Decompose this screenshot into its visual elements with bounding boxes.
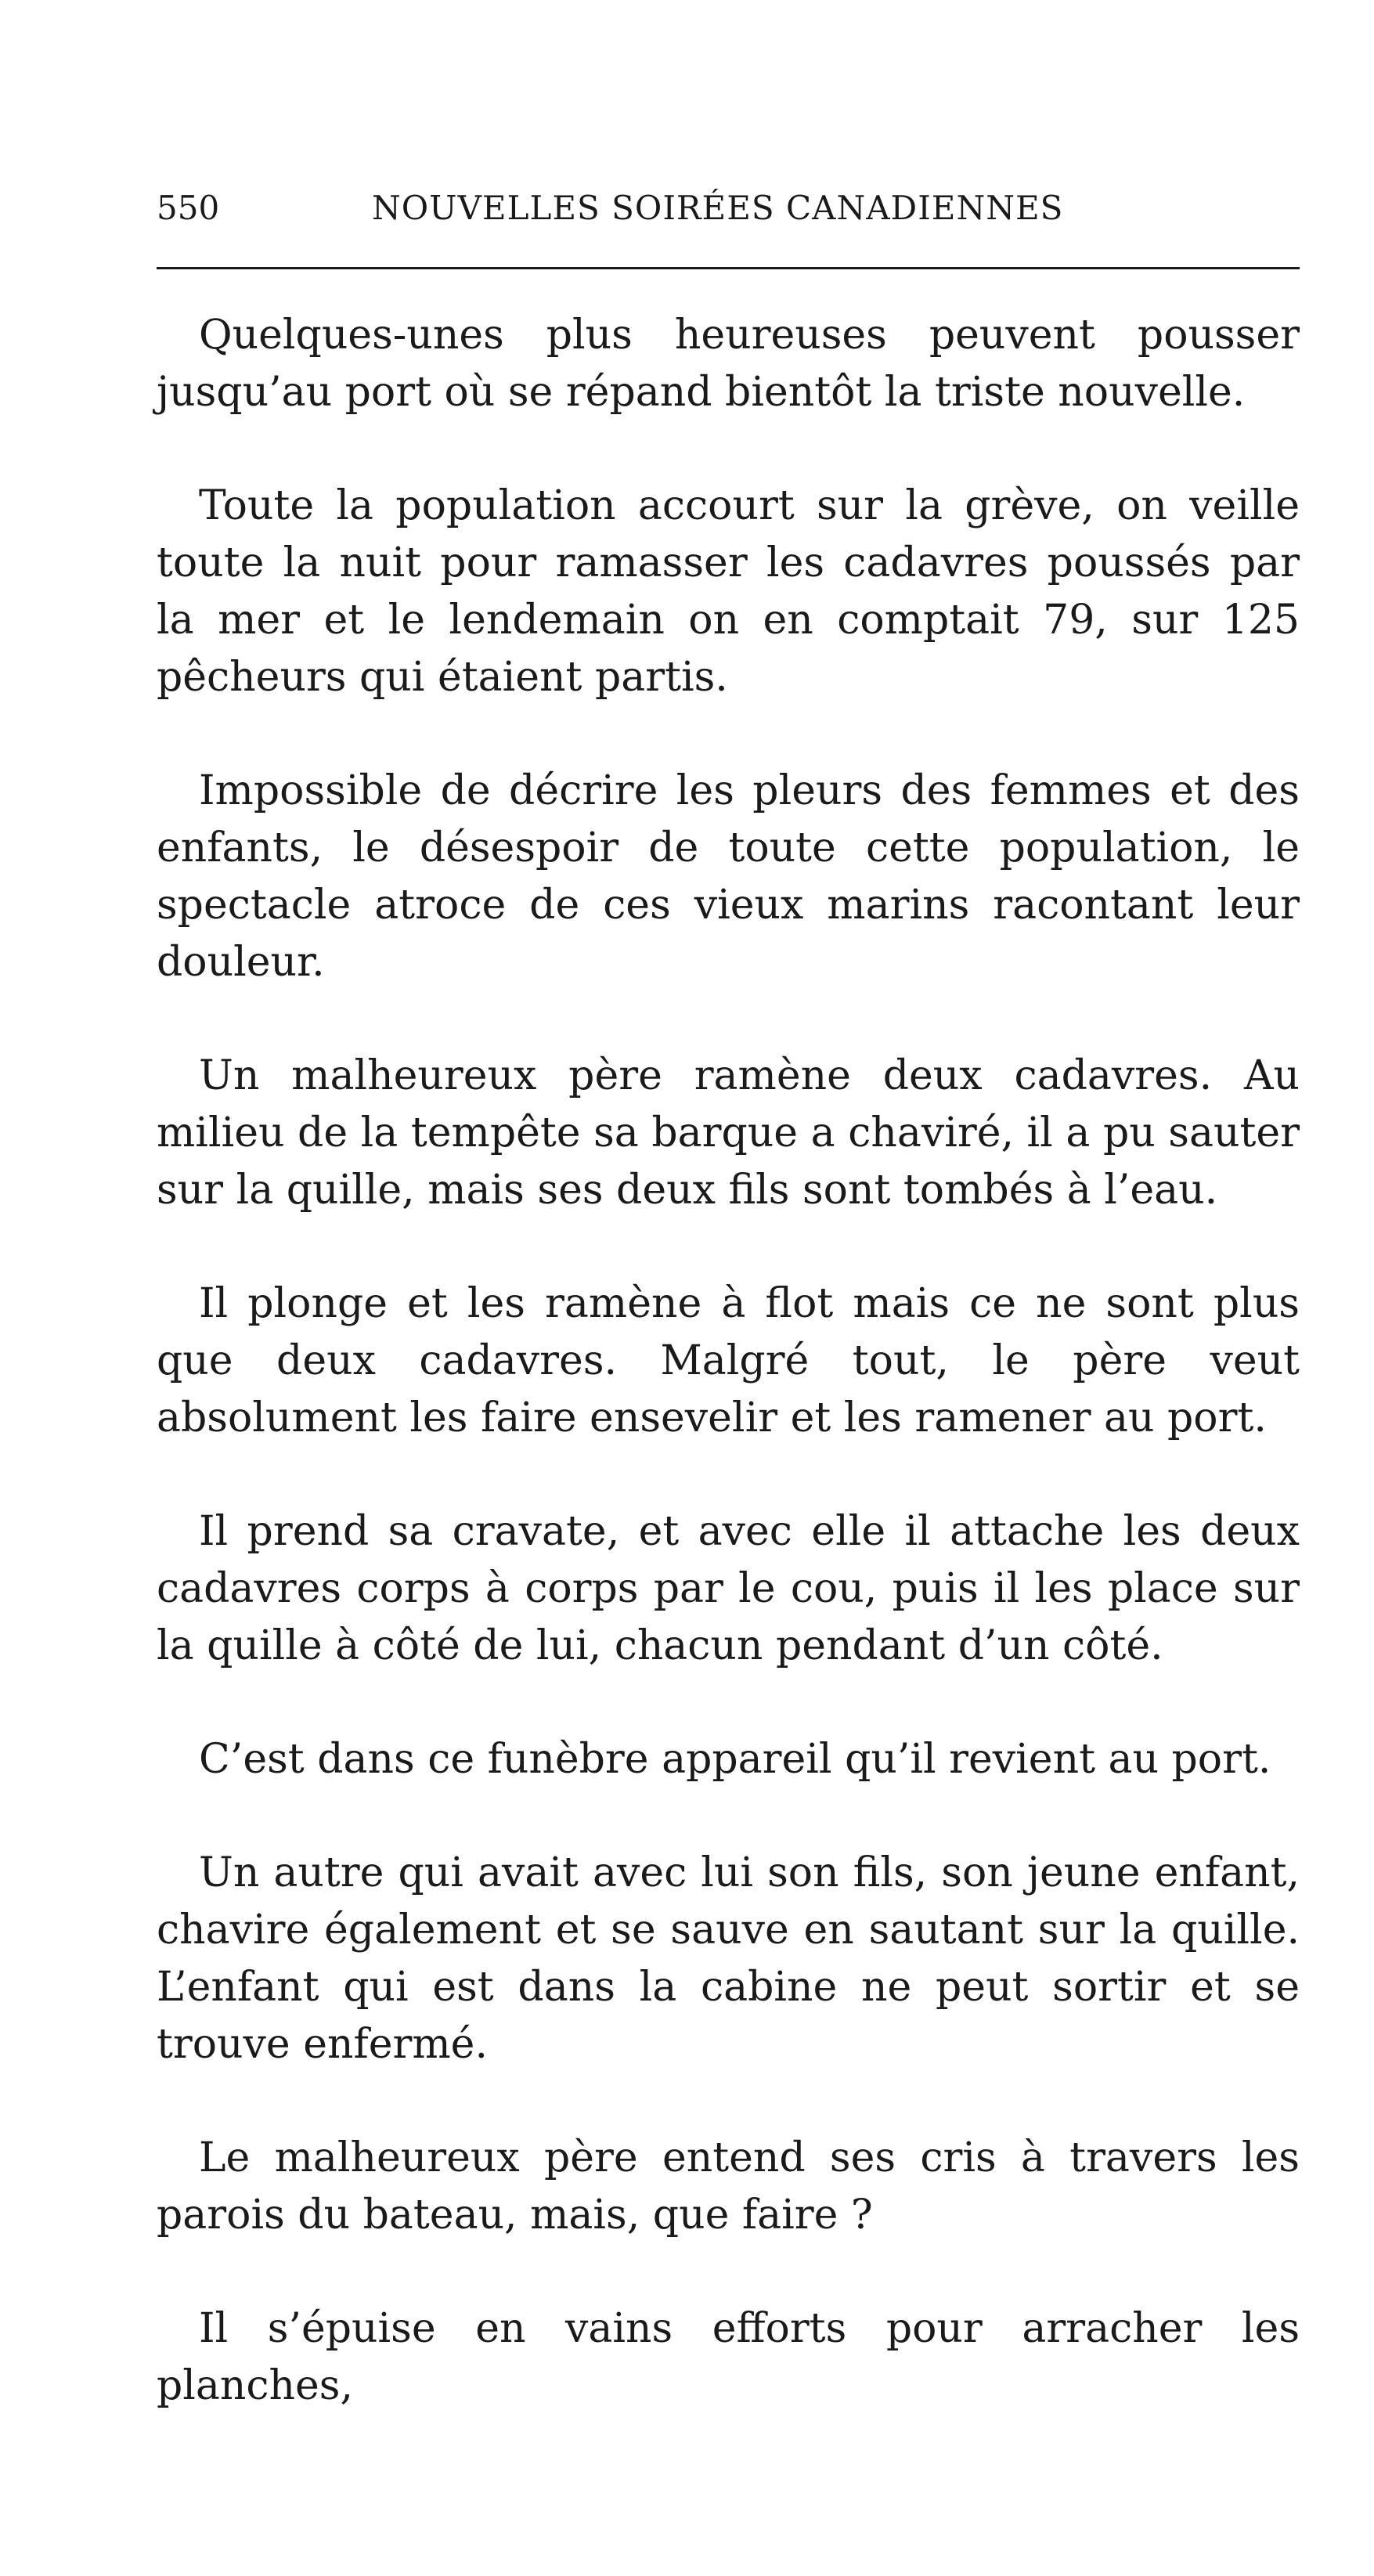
paragraph: Quelques-unes plus heureuses peuvent pousser jusqu’au port où se répand bientôt la triste nouvelle. bbox=[157, 312, 1300, 416]
book-title: NOUVELLES SOIRÉES CANADIENNES bbox=[372, 189, 1064, 227]
paragraph: Un malheureux père ramène deux cadavres. Au milieu de la tempête sa barque a chaviré, il a pu sauter sur la quille, mais ses deux fils sont tombés à l’eau. bbox=[157, 1052, 1300, 1214]
paragraph: Un autre qui avait avec lui son fils, son jeune enfant, chavire également et se sauve en sautant sur la quille. L’enfant qui est dans la cabine ne peut sortir et se trouve enfermé. bbox=[157, 1849, 1300, 2068]
paragraph: Le malheureux père entend ses cris à travers les parois du bateau, mais, que faire ? bbox=[157, 2134, 1300, 2239]
paragraph: Il s’épuise en vains efforts pour arracher les planches, bbox=[157, 2305, 1300, 2409]
running-head bbox=[157, 185, 1300, 232]
body-text bbox=[157, 307, 1300, 2415]
paragraph: Il plonge et les ramène à flot mais ce ne sont plus que deux cadavres. Malgré tout, le père veut absolument les faire ensevelir et les ramener au port. bbox=[157, 1280, 1300, 1441]
page-number: 550 bbox=[157, 189, 220, 227]
paragraph: Impossible de décrire les pleurs des femmes et des enfants, le désespoir de toute cette population, le spectacle atroce de ces vieux marins racontant leur douleur. bbox=[157, 767, 1300, 986]
header-rule bbox=[157, 267, 1300, 269]
paragraph: Toute la population accourt sur la grève, on veille toute la nuit pour ramasser les cadavres poussés par la mer et le lendemain on en comptait 79, sur 125 pêcheurs qui étaient partis. bbox=[157, 482, 1300, 701]
paragraph: C’est dans ce funèbre appareil qu’il revient au port. bbox=[199, 1736, 1271, 1783]
book-page bbox=[157, 0, 1300, 2576]
paragraph: Il prend sa cravate, et avec elle il attache les deux cadavres corps à corps par le cou, puis il les place sur la quille à côté de lui, chacun pendant d’un côté. bbox=[157, 1508, 1300, 1669]
